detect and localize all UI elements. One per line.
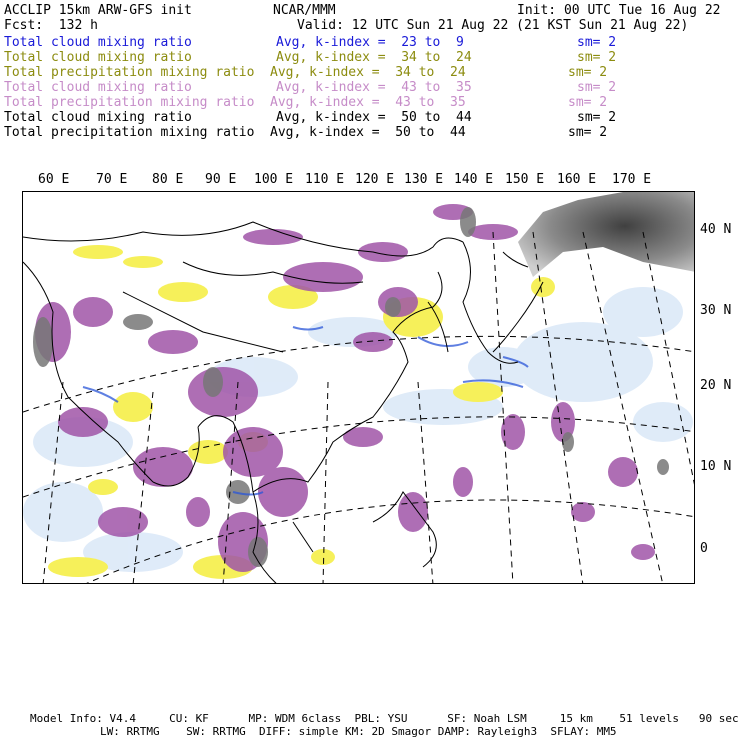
organization-label: NCAR/MMM <box>273 3 336 18</box>
physics-info-line: LW: RRTMG SW: RRTMG DIFF: simple KM: 2D Smagor DAMP: Rayleigh3 SFLAY: MM5 <box>100 725 617 738</box>
legend-row-stat: Avg, k-index = 50 to 44 <box>276 110 472 125</box>
legend-row-stat: Avg, k-index = 43 to 35 <box>276 80 472 95</box>
lat-label: 40 N <box>700 222 732 237</box>
legend-row-sm: sm= 2 <box>577 80 617 95</box>
lon-label: 150 E <box>505 172 545 187</box>
legend-row-sm: sm= 2 <box>568 125 608 140</box>
legend-row-sm: sm= 2 <box>577 50 617 65</box>
lon-label: 60 E <box>38 172 70 187</box>
legend-row-sm: sm= 2 <box>568 95 608 110</box>
lon-label: 130 E <box>404 172 444 187</box>
legend-row-name: Total cloud mixing ratio <box>4 80 192 95</box>
legend-row-stat: Avg, k-index = 23 to 9 <box>276 35 464 50</box>
lon-label: 140 E <box>454 172 494 187</box>
legend-row-name: Total cloud mixing ratio <box>4 35 192 50</box>
lon-label: 100 E <box>254 172 294 187</box>
lon-label: 90 E <box>205 172 237 187</box>
legend-row-stat: Avg, k-index = 34 to 24 <box>270 65 466 80</box>
lon-label: 70 E <box>96 172 128 187</box>
lon-label: 160 E <box>557 172 597 187</box>
legend-row-stat: Avg, k-index = 50 to 44 <box>270 125 466 140</box>
forecast-hour: Fcst: 132 h <box>4 18 98 33</box>
lon-label: 80 E <box>152 172 184 187</box>
model-info-line: Model Info: V4.4 CU: KF MP: WDM 6class PBL: YSU SF: Noah LSM 15 km 51 levels 90 sec <box>30 712 739 725</box>
map-canvas <box>23 192 695 584</box>
valid-time: Valid: 12 UTC Sun 21 Aug 22 (21 KST Sun 21 Aug 22) <box>297 18 689 33</box>
forecast-map <box>22 191 695 584</box>
legend-row-name: Total cloud mixing ratio <box>4 50 192 65</box>
legend-row-name: Total cloud mixing ratio <box>4 110 192 125</box>
legend-row-stat: Avg, k-index = 43 to 35 <box>270 95 466 110</box>
lat-label: 30 N <box>700 303 732 318</box>
init-time: Init: 00 UTC Tue 16 Aug 22 <box>517 3 721 18</box>
dark-cloud-mass <box>518 192 695 277</box>
legend-row-sm: sm= 2 <box>577 110 617 125</box>
legend-row-name: Total precipitation mixing ratio <box>4 125 255 140</box>
legend-row-name: Total precipitation mixing ratio <box>4 65 255 80</box>
lat-label: 0 <box>700 541 708 556</box>
legend-row-sm: sm= 2 <box>577 35 617 50</box>
model-title: ACCLIP 15km ARW-GFS init <box>4 3 192 18</box>
legend-row-sm: sm= 2 <box>568 65 608 80</box>
lat-label: 20 N <box>700 378 732 393</box>
lon-label: 110 E <box>305 172 345 187</box>
legend-row-name: Total precipitation mixing ratio <box>4 95 255 110</box>
lat-label: 10 N <box>700 459 732 474</box>
lon-label: 170 E <box>612 172 652 187</box>
legend-row-stat: Avg, k-index = 34 to 24 <box>276 50 472 65</box>
lon-label: 120 E <box>355 172 395 187</box>
